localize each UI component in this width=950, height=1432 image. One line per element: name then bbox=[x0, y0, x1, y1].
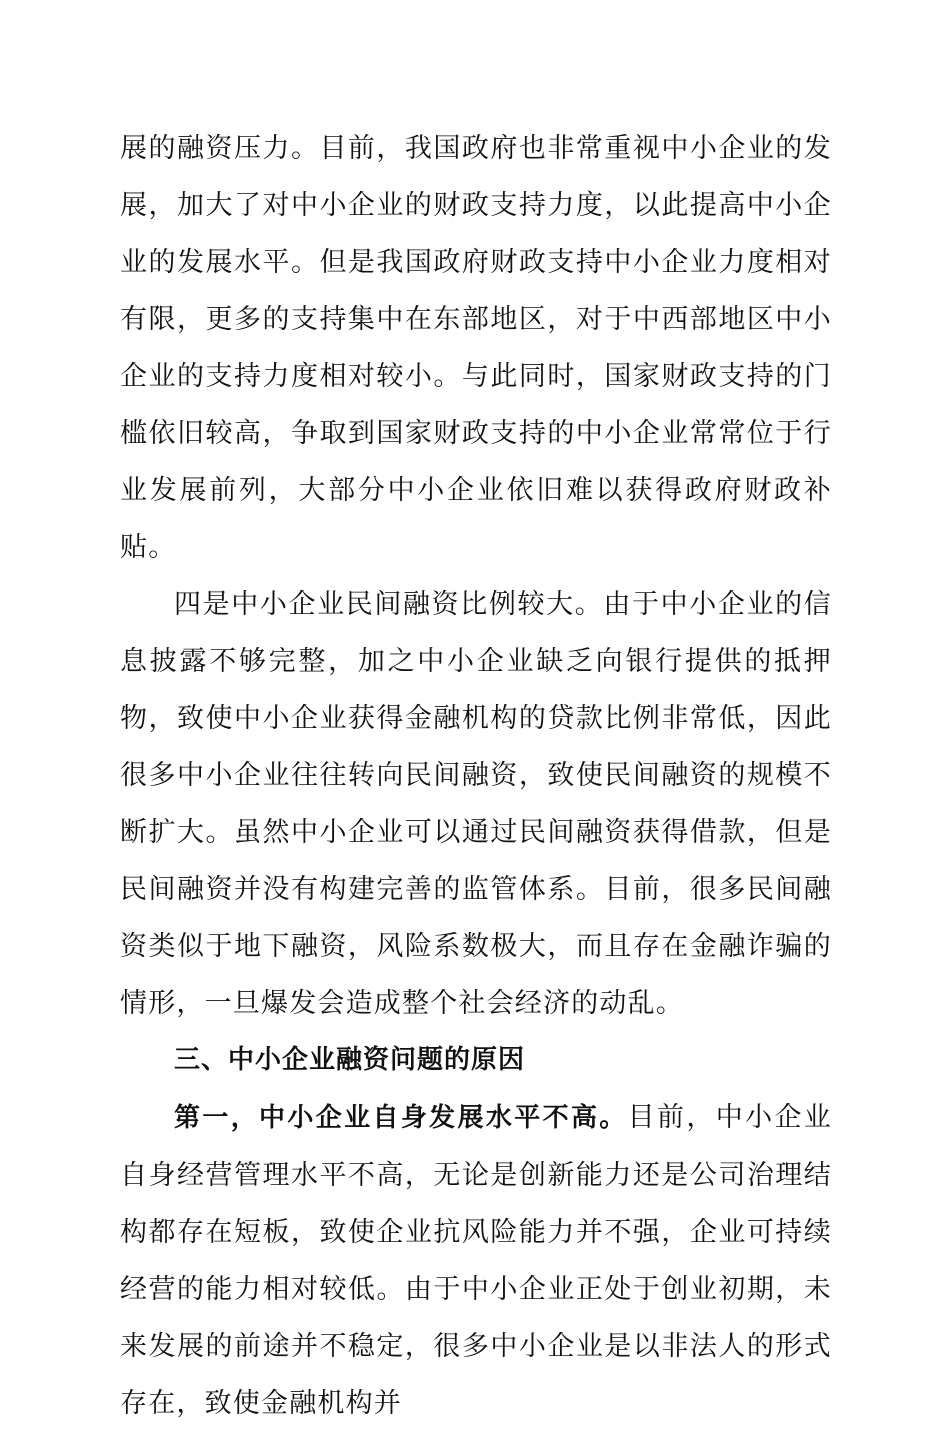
document-body bbox=[120, 120, 832, 1432]
point-one-text: 目前，中小企业自身经营管理水平不高，无论是创新能力还是公司治理结构都存在短板，致使企业抗风险能力并不强，企业可持续经营的能力相对较低。由于中小企业正处于创业初期，未来发展的前途并不稳定，很多中小企业是以非法人的形式存在，致使金融机构并 bbox=[120, 1102, 832, 1419]
paragraph-point-one bbox=[120, 1089, 832, 1432]
section-heading: 三、中小企业融资问题的原因 bbox=[174, 1045, 526, 1075]
paragraph-financing-pressure: 展的融资压力。目前，我国政府也非常重视中小企业的发展，加大了对中小企业的财政支持力度，以此提高中小企业的发展水平。但是我国政府财政支持中小企业力度相对有限，更多的支持集中在东部地区，对于中西部地区中小企业的支持力度相对较小。与此同时，国家财政支持的门槛依旧较高，争取到国家财政支持的中小企业常常位于行业发展前列，大部分中小企业依旧难以获得政府财政补贴。 bbox=[120, 133, 832, 563]
point-one-lead: 第一，中小企业自身发展水平不高。 bbox=[174, 1103, 628, 1133]
paragraph-private-financing: 四是中小企业民间融资比例较大。由于中小企业的信息披露不够完整，加之中小企业缺乏向银行提供的抵押物，致使中小企业获得金融机构的贷款比例非常低，因此很多中小企业往往转向民间融资，致使民间融资的规模不断扩大。虽然中小企业可以通过民间融资获得借款，但是民间融资并没有构建完善的监管体系。目前，很多民间融资类似于地下融资，风险系数极大，而且存在金融诈骗的情形，一旦爆发会造成整个社会经济的动乱。 bbox=[120, 589, 832, 1019]
